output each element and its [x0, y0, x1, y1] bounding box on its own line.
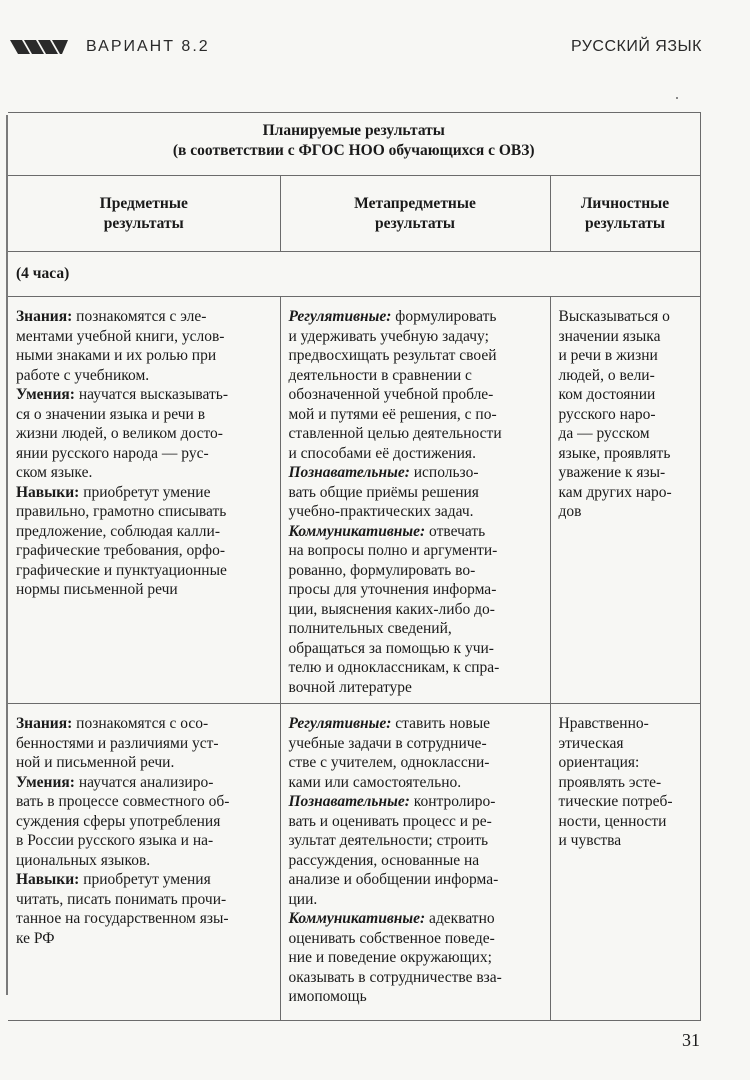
line-text: суждения сферы употребления: [16, 812, 221, 830]
line-text: стве с учителем, одноклассни-: [288, 754, 490, 771]
line-text: и речи в жизни: [558, 347, 658, 364]
line-text: правильно, грамотно списывать: [16, 503, 227, 520]
text-line: [289, 639, 542, 659]
speck: [676, 97, 678, 99]
section-label: Навыки:: [16, 483, 80, 501]
line-text: янии русского народа — рус-: [16, 444, 209, 462]
col-header-personal: Личностные результаты: [550, 176, 700, 252]
line-text: приобретут умение: [79, 483, 211, 501]
line-text: и способами её достижения.: [288, 444, 476, 462]
text-line: [16, 502, 272, 522]
text-line: [559, 307, 692, 327]
line-text: вать и оценивать процесс и ре-: [288, 812, 492, 830]
line-text: вочной литературе: [288, 678, 412, 696]
section-label: Регулятивные:: [288, 308, 392, 325]
row2-meta-cell: [280, 704, 550, 1021]
line-text: телю и одноклассникам, к спра-: [288, 659, 500, 676]
text-line: [559, 405, 692, 425]
section-label: Познавательные:: [288, 464, 410, 481]
section-label: Коммуникативные:: [288, 910, 426, 927]
line-text: да — русском: [558, 425, 650, 442]
header-subject: РУССКИЙ ЯЗЫК: [570, 38, 702, 55]
text-line: [16, 541, 272, 561]
text-line: [289, 444, 542, 464]
section-label: Познавательные:: [288, 793, 410, 810]
line-text: Нравственно-: [558, 715, 649, 732]
title-line-1: Планируемые результаты: [262, 122, 445, 139]
text-line: [16, 929, 272, 949]
text-line: [559, 424, 692, 444]
line-text: ментами учебной книги, услов-: [16, 327, 225, 345]
line-text: уважение к язы-: [558, 464, 666, 481]
text-line: [289, 753, 542, 773]
text-line: [289, 483, 542, 503]
line-text: в России русского языка и на-: [16, 832, 214, 849]
text-line: [16, 851, 272, 871]
section-label: Навыки:: [16, 871, 80, 888]
text-line: [16, 909, 272, 929]
line-text: вать общие приёмы решения: [288, 483, 479, 501]
section-label: Знания:: [16, 715, 73, 732]
line-text: учебно-практических задач.: [288, 503, 474, 520]
text-line: [16, 831, 272, 851]
text-line: [289, 307, 542, 327]
line-text: ориентация:: [558, 754, 640, 771]
line-text: читать, писать понимать прочи-: [16, 890, 227, 908]
text-line: [289, 658, 542, 678]
line-text: мой и путями её решения, с по-: [288, 405, 497, 423]
line-text: людей, о вели-: [558, 366, 655, 384]
text-line: [559, 792, 692, 812]
text-line: [289, 561, 542, 581]
row2-subject-cell: [8, 704, 280, 1021]
line-text: оценивать собственное поведе-: [288, 929, 495, 947]
text-line: [559, 734, 692, 754]
line-text: оказывать в сотрудничестве вза-: [288, 968, 502, 986]
line-text: жизни людей, о великом досто-: [16, 425, 223, 442]
text-line: [16, 890, 272, 910]
section-label: Умения:: [16, 386, 75, 403]
line-text: познакомятся с эле-: [72, 308, 207, 325]
text-line: [289, 870, 542, 890]
results-table: [8, 112, 701, 1021]
text-line: [289, 929, 542, 949]
text-line: [289, 812, 542, 832]
line-text: кам других наро-: [558, 483, 672, 501]
line-text: графические требования, орфо-: [16, 542, 225, 559]
text-line: [16, 773, 272, 793]
line-text: нормы письменной речи: [16, 581, 178, 598]
table-title: [8, 113, 700, 176]
table-row: [8, 297, 700, 704]
text-line: [559, 831, 692, 851]
text-line: [289, 580, 542, 600]
text-line: [16, 385, 272, 405]
text-line: [16, 522, 272, 542]
text-line: [289, 385, 542, 405]
text-line: [559, 327, 692, 347]
section-label: Знания:: [16, 308, 73, 325]
text-line: [16, 734, 272, 754]
text-line: [289, 909, 542, 929]
line-text: бенностями и различиями уст-: [16, 734, 219, 752]
line-text: на вопросы полно и аргументи-: [288, 542, 498, 559]
text-line: [289, 890, 542, 910]
line-text: научатся высказывать-: [74, 386, 229, 403]
line-text: и удерживать учебную задачу;: [288, 327, 489, 345]
line-text: ками или самостоятельно.: [288, 773, 462, 791]
text-line: [289, 968, 542, 988]
text-line: [289, 619, 542, 639]
line-text: ности, ценности: [558, 812, 667, 830]
hours-row: (4 часа): [8, 252, 700, 297]
title-line-2: (в соответствии с ФГОС НОО обучающихся с ОВЗ): [172, 141, 535, 159]
text-line: [289, 678, 542, 698]
line-text: приобретут умения: [79, 871, 211, 888]
text-line: [289, 792, 542, 812]
line-text: дов: [558, 503, 582, 520]
line-text: циональных языков.: [16, 851, 151, 869]
text-line: [16, 366, 272, 386]
line-text: предвосхищать результат своей: [288, 347, 497, 364]
text-line: [16, 463, 272, 483]
text-line: [289, 734, 542, 754]
text-line: [16, 792, 272, 812]
line-text: контролиро-: [409, 793, 496, 810]
line-text: адекватно: [425, 910, 495, 927]
line-text: графические и пунктуационные: [16, 561, 227, 579]
line-text: вать в процессе совместного об-: [16, 793, 230, 810]
col-header-meta: Метапредметные результаты: [280, 176, 550, 252]
text-line: [289, 463, 542, 483]
section-label: Регулятивные:: [288, 715, 392, 732]
text-line: [16, 561, 272, 581]
line-text: познакомятся с осо-: [72, 715, 209, 732]
text-line: [289, 714, 542, 734]
text-line: [559, 385, 692, 405]
line-text: предложение, соблюдая калли-: [16, 522, 220, 540]
line-text: ной и письменной речи.: [16, 754, 175, 771]
text-line: [289, 831, 542, 851]
line-text: ставленной целью деятельности: [288, 425, 502, 442]
text-line: [16, 424, 272, 444]
text-line: [289, 346, 542, 366]
line-text: ставить новые: [391, 715, 491, 732]
line-text: ными знаками и их ролью при: [16, 347, 217, 364]
text-line: [16, 444, 272, 464]
header-stripes-icon: [10, 40, 70, 54]
text-line: [16, 307, 272, 327]
text-line: [16, 714, 272, 734]
line-text: отвечать: [425, 522, 486, 540]
text-line: [289, 522, 542, 542]
section-label: Умения:: [16, 773, 75, 791]
line-text: языке, проявлять: [558, 444, 671, 462]
text-line: [16, 870, 272, 890]
text-line: [289, 987, 542, 1007]
text-line: [16, 753, 272, 773]
row2-personal-cell: [550, 704, 700, 1021]
text-line: [289, 327, 542, 347]
page-number: 31: [682, 1030, 700, 1050]
text-line: [289, 948, 542, 968]
line-text: обозначенной учебной пробле-: [288, 386, 494, 403]
text-line: [289, 424, 542, 444]
line-text: ке РФ: [16, 929, 55, 947]
text-line: [16, 483, 272, 503]
line-text: Высказываться о: [558, 308, 670, 325]
line-text: анализе и обобщении информа-: [288, 871, 499, 888]
text-line: [289, 851, 542, 871]
line-text: танное на государственном язы-: [16, 910, 229, 927]
text-line: [289, 600, 542, 620]
line-text: значении языка: [558, 327, 661, 345]
section-label: Коммуникативные:: [288, 522, 426, 540]
row1-subject-cell: [8, 297, 280, 704]
text-line: [16, 580, 272, 600]
line-text: научатся анализиро-: [74, 773, 214, 791]
header-variant: ВАРИАНТ 8.2: [86, 38, 210, 55]
line-text: и чувства: [558, 832, 622, 849]
line-text: полнительных сведений,: [288, 620, 452, 637]
text-line: [16, 812, 272, 832]
text-line: [289, 405, 542, 425]
page-header: [0, 0, 750, 100]
line-text: обращаться за помощью к учи-: [288, 639, 494, 657]
text-line: [289, 366, 542, 386]
line-text: ции, выяснения каких-либо до-: [288, 600, 495, 618]
text-line: [559, 346, 692, 366]
text-line: [559, 753, 692, 773]
text-line: [559, 502, 692, 522]
line-text: рованно, формулировать во-: [288, 561, 476, 579]
text-line: [559, 812, 692, 832]
line-text: этическая: [558, 734, 624, 752]
line-text: проявлять эсте-: [558, 773, 662, 791]
row1-meta-cell: [280, 297, 550, 704]
text-line: [289, 541, 542, 561]
line-text: ние и поведение окружающих;: [288, 949, 492, 966]
line-text: рассуждения, основанные на: [288, 851, 480, 869]
line-text: тические потреб-: [558, 793, 673, 810]
text-line: [289, 773, 542, 793]
text-line: [559, 483, 692, 503]
line-text: ции.: [288, 890, 318, 908]
line-text: русского наро-: [558, 405, 656, 423]
line-text: ском языке.: [16, 464, 93, 481]
text-line: [559, 714, 692, 734]
table-row: [8, 704, 700, 1021]
line-text: ся о значении языка и речи в: [16, 405, 206, 423]
text-line: [16, 346, 272, 366]
text-line: [559, 773, 692, 793]
col-header-subject: Предметные результаты: [8, 176, 280, 252]
text-line: [559, 463, 692, 483]
line-text: работе с учебником.: [16, 366, 150, 384]
line-text: имопомощь: [288, 988, 367, 1005]
text-line: [559, 366, 692, 386]
text-line: [289, 502, 542, 522]
row1-personal-cell: [550, 297, 700, 704]
text-line: [559, 444, 692, 464]
text-line: [16, 327, 272, 347]
line-text: ком достоянии: [558, 386, 656, 403]
line-text: формулировать: [391, 308, 497, 325]
line-text: учебные задачи в сотрудниче-: [288, 734, 487, 752]
line-text: зультат деятельности; строить: [288, 832, 489, 849]
text-line: [16, 405, 272, 425]
line-text: использо-: [409, 464, 479, 481]
line-text: деятельности в сравнении с: [288, 366, 472, 384]
line-text: просы для уточнения информа-: [288, 581, 497, 598]
